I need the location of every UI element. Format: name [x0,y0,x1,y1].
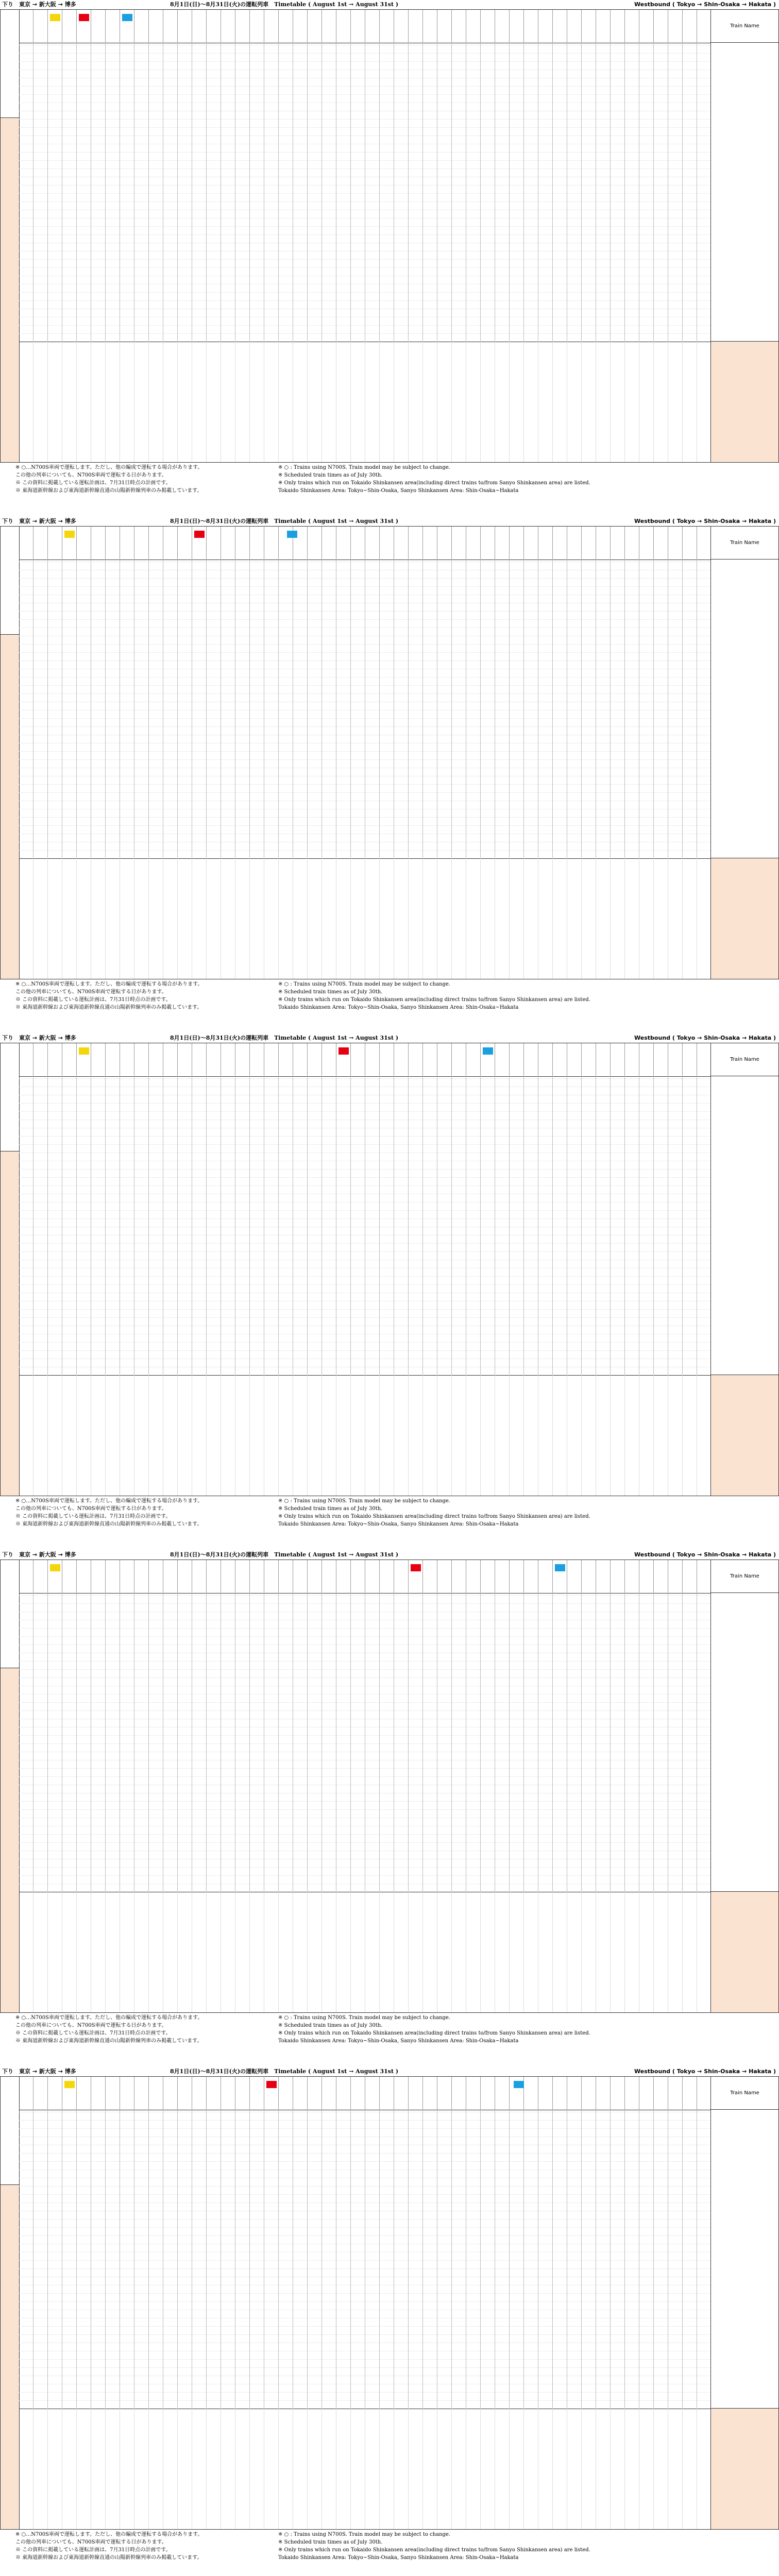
station-list [711,43,778,342]
notes [0,980,779,1022]
page-title: 8月1日(日)～8月31日(火)の運転列車 Timetable ( August 1st → August 31st ) [170,1035,399,1041]
time-cells [19,560,710,859]
hikari-marker-icon [338,1047,349,1055]
station-side-column [1,1043,20,1496]
page-title: 8月1日(日)～8月31日(火)の運転列車 Timetable ( August 1st → August 31st ) [170,1551,399,1558]
note-jp-4: ※ 東海道新幹線および東海道新幹線直通の山陽新幹線列車のみ掲載しています。 [15,1005,202,1010]
train-columns [19,527,710,979]
train-columns [19,1043,710,1496]
notes [0,2014,779,2055]
kodama-marker-icon [555,1564,565,1571]
note-en-4: Tokaido Shinkansen Area: Tokyo~Shin-Osaka, Sanyo Shinkansen Area: Shin-Osaka~Hakata [278,1005,519,1010]
note-jp-2: この他の列車についても、N700S車両で運転する日があります。 [15,2023,167,2028]
page-header [0,517,779,526]
note-jp-1: ※ ○…N700S車両で運転します。ただし、他の編成で運転する場合があります。 [15,981,203,987]
note-en-1: ※ ○ : Trains using N700S. Train model may be subject to change. [278,981,450,987]
train-header-row [19,1560,710,1594]
nozomi-marker-icon [50,14,60,21]
note-jp-3: ※ この資料に掲載している運転計画は、7月31日時点の計画です。 [15,2030,171,2036]
nozomi-marker-icon [64,531,75,538]
note-jp-1: ※ ○…N700S車両で運転します。ただし、他の編成で運転する場合があります。 [15,2532,203,2537]
station-side-column [1,527,20,979]
train-header-row [19,1043,710,1077]
kodama-marker-icon [122,14,132,21]
note-jp-3: ※ この資料に掲載している運転計画は、7月31日時点の計画です。 [15,1514,171,1519]
route-label: 下り 東京 → 新大阪 → 博多 [2,1551,76,1558]
timetable-grid [0,9,779,463]
note-en-3: ※ Only trains which run on Tokaido Shinkansen area(including direct trains to/from Sanyo Shinkansen area) are listed. [278,2030,590,2036]
note-en-3: ※ Only trains which run on Tokaido Shinkansen area(including direct trains to/from Sanyo Shinkansen area) are listed. [278,2547,590,2553]
kodama-marker-icon [514,2081,524,2088]
direction-label: Westbound ( Tokyo → Shin-Osaka → Hakata ) [634,1035,776,1041]
note-en-2: ※ Scheduled train times as of July 30th. [278,472,383,478]
remarks-row [19,858,710,979]
note-en-4: Tokaido Shinkansen Area: Tokyo~Shin-Osaka, Sanyo Shinkansen Area: Shin-Osaka~Hakata [278,2038,519,2044]
timetable-grid [0,2076,779,2530]
time-cells [19,43,710,342]
station-list [711,560,778,858]
note-en-4: Tokaido Shinkansen Area: Tokyo~Shin-Osaka, Sanyo Shinkansen Area: Shin-Osaka~Hakata [278,1521,519,1527]
note-en-2: ※ Scheduled train times as of July 30th. [278,2023,383,2028]
time-cells [19,1076,710,1376]
notes [0,2531,779,2572]
train-columns [19,10,710,462]
station-side-column [1,2077,20,2529]
note-en-4: Tokaido Shinkansen Area: Tokyo~Shin-Osaka, Sanyo Shinkansen Area: Shin-Osaka~Hakata [278,488,519,494]
notes [0,1497,779,1538]
page-header [0,1550,779,1560]
note-jp-3: ※ この資料に掲載している運転計画は、7月31日時点の計画です。 [15,480,171,486]
note-jp-1: ※ ○…N700S車両で運転します。ただし、他の編成で運転する場合があります。 [15,2015,203,2021]
time-cells [19,2110,710,2409]
nozomi-marker-icon [79,1047,89,1055]
hikari-marker-icon [79,14,89,21]
train-columns [19,1560,710,2012]
note-en-4: Tokaido Shinkansen Area: Tokyo~Shin-Osaka, Sanyo Shinkansen Area: Shin-Osaka~Hakata [278,2555,519,2561]
note-en-3: ※ Only trains which run on Tokaido Shinkansen area(including direct trains to/from Sanyo Shinkansen area) are listed. [278,997,590,1003]
time-cells [19,1593,710,1892]
note-en-1: ※ ○ : Trains using N700S. Train model may be subject to change. [278,2015,450,2021]
nozomi-marker-icon [50,1564,60,1571]
kodama-marker-icon [483,1047,493,1055]
note-jp-3: ※ この資料に掲載している運転計画は、7月31日時点の計画です。 [15,2547,171,2553]
remarks-row [19,1892,710,2012]
route-label: 下り 東京 → 新大阪 → 博多 [2,1035,76,1041]
note-en-2: ※ Scheduled train times as of July 30th. [278,1506,383,1512]
hikari-marker-icon [194,531,205,538]
note-en-2: ※ Scheduled train times as of July 30th. [278,989,383,995]
remarks-row [19,342,710,462]
note-jp-4: ※ 東海道新幹線および東海道新幹線直通の山陽新幹線列車のみ掲載しています。 [15,2038,202,2044]
train-header-row [19,2077,710,2110]
train-name-label: Train Name [711,1043,778,1076]
note-jp-4: ※ 東海道新幹線および東海道新幹線直通の山陽新幹線列車のみ掲載しています。 [15,1521,202,1527]
page-header [0,1033,779,1043]
direction-label: Westbound ( Tokyo → Shin-Osaka → Hakata ) [634,2068,776,2075]
train-header-row [19,10,710,43]
timetable-grid [0,1560,779,2013]
note-jp-4: ※ 東海道新幹線および東海道新幹線直通の山陽新幹線列車のみ掲載しています。 [15,488,202,494]
direction-label: Westbound ( Tokyo → Shin-Osaka → Hakata ) [634,518,776,524]
timetable-grid [0,526,779,979]
note-en-1: ※ ○ : Trains using N700S. Train model may be subject to change. [278,2532,450,2537]
hikari-marker-icon [266,2081,277,2088]
train-name-label: Train Name [711,1560,778,1593]
station-names-column [710,10,778,462]
station-names-column [710,1043,778,1496]
train-header-row [19,527,710,560]
notes [0,464,779,505]
note-jp-2: この他の列車についても、N700S車両で運転する日があります。 [15,989,167,995]
route-label: 下り 東京 → 新大阪 → 博多 [2,1,76,8]
note-jp-3: ※ この資料に掲載している運転計画は、7月31日時点の計画です。 [15,997,171,1003]
station-list [711,2110,778,2409]
route-label: 下り 東京 → 新大阪 → 博多 [2,518,76,524]
note-jp-2: この他の列車についても、N700S車両で運転する日があります。 [15,1506,167,1512]
note-jp-2: この他の列車についても、N700S車両で運転する日があります。 [15,472,167,478]
note-jp-1: ※ ○…N700S車両で運転します。ただし、他の編成で運転する場合があります。 [15,1498,203,1504]
note-en-3: ※ Only trains which run on Tokaido Shinkansen area(including direct trains to/from Sanyo Shinkansen area) are listed. [278,1514,590,1519]
station-list [711,1076,778,1375]
remarks-row [19,1375,710,1496]
note-jp-2: この他の列車についても、N700S車両で運転する日があります。 [15,2539,167,2545]
direction-label: Westbound ( Tokyo → Shin-Osaka → Hakata ) [634,1,776,8]
route-label: 下り 東京 → 新大阪 → 博多 [2,2068,76,2075]
page-title: 8月1日(日)～8月31日(火)の運転列車 Timetable ( August 1st → August 31st ) [170,2068,399,2075]
station-side-column [1,10,20,462]
station-names-column [710,2077,778,2529]
page-title: 8月1日(日)～8月31日(火)の運転列車 Timetable ( August 1st → August 31st ) [170,518,399,524]
note-jp-1: ※ ○…N700S車両で運転します。ただし、他の編成で運転する場合があります。 [15,465,203,470]
page-header [0,2067,779,2076]
nozomi-marker-icon [64,2081,75,2088]
note-en-1: ※ ○ : Trains using N700S. Train model may be subject to change. [278,1498,450,1504]
train-name-label: Train Name [711,527,778,560]
direction-label: Westbound ( Tokyo → Shin-Osaka → Hakata ) [634,1551,776,1558]
note-en-3: ※ Only trains which run on Tokaido Shinkansen area(including direct trains to/from Sanyo Shinkansen area) are listed. [278,480,590,486]
train-name-label: Train Name [711,10,778,43]
station-list [711,1593,778,1892]
note-en-2: ※ Scheduled train times as of July 30th. [278,2539,383,2545]
station-side-column [1,1560,20,2012]
timetable-grid [0,1043,779,1496]
page-header [0,0,779,9]
note-jp-4: ※ 東海道新幹線および東海道新幹線直通の山陽新幹線列車のみ掲載しています。 [15,2555,202,2561]
kodama-marker-icon [287,531,297,538]
remarks-row [19,2409,710,2529]
station-names-column [710,1560,778,2012]
hikari-marker-icon [411,1564,421,1571]
note-en-1: ※ ○ : Trains using N700S. Train model may be subject to change. [278,465,450,470]
train-columns [19,2077,710,2529]
station-names-column [710,527,778,979]
train-name-label: Train Name [711,2077,778,2110]
page-title: 8月1日(日)～8月31日(火)の運転列車 Timetable ( August 1st → August 31st ) [170,1,399,8]
